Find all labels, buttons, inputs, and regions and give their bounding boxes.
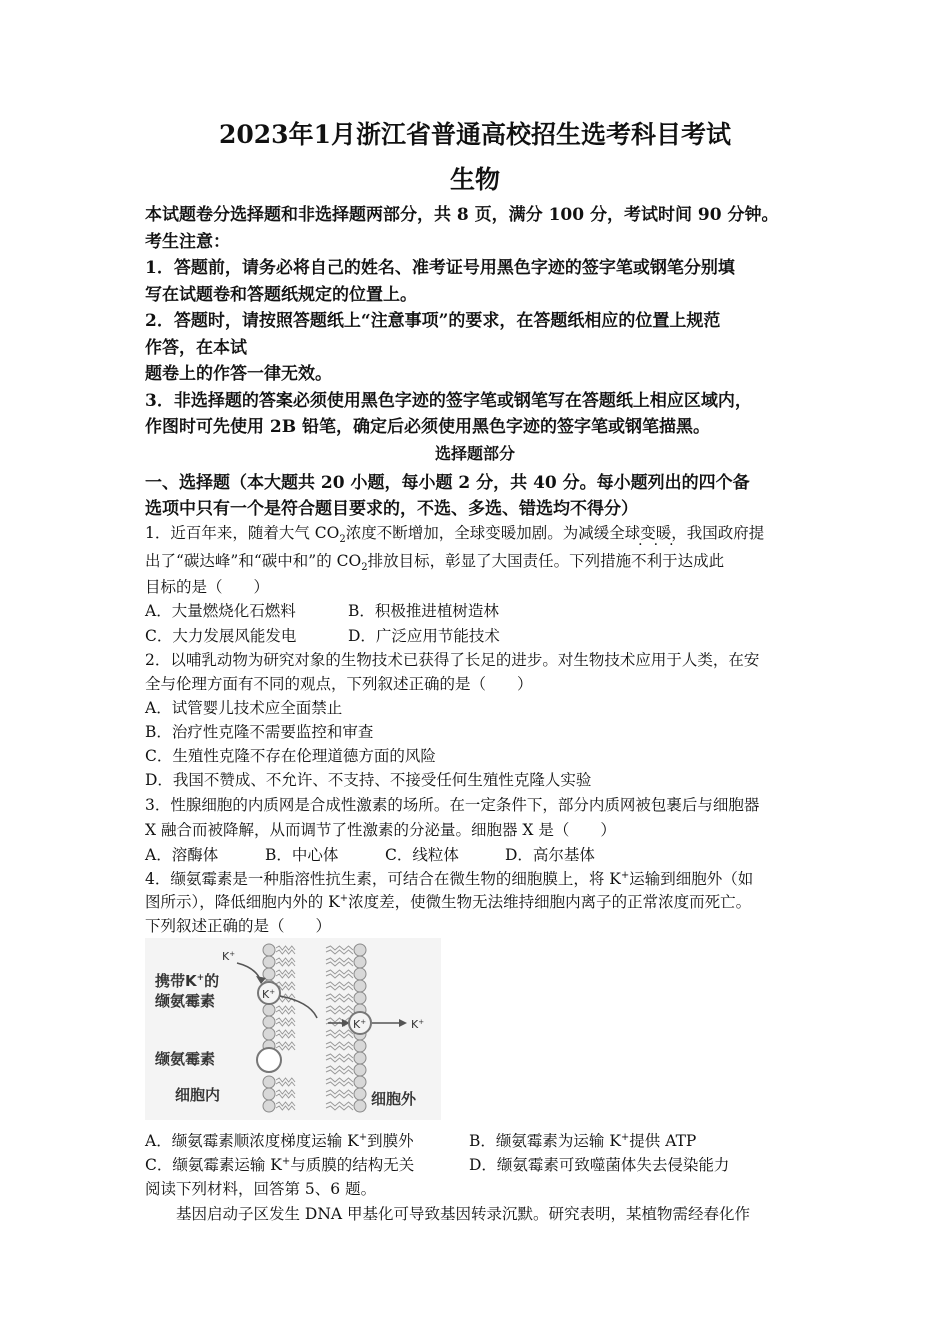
q4-stem-line2: 图所示），降低细胞内外的 K+浓度差，使微生物无法维持细胞内离子的正常浓度而死亡。 bbox=[145, 892, 752, 911]
phospholipid-head bbox=[354, 1064, 366, 1076]
q2-option-a: A．试管婴儿技术应全面禁止 bbox=[145, 699, 343, 717]
notice-intro: 本试题卷分选择题和非选择题两部分，共 8 页，满分 100 分，考试时间 90 分钟。 bbox=[145, 205, 779, 225]
k-label-carrier: K+ bbox=[262, 988, 276, 1001]
phospholipid-head bbox=[354, 1076, 366, 1088]
q1-option-d: D．广泛应用节能技术 bbox=[348, 627, 500, 645]
label-valinomycin: 缬氨霉素 bbox=[155, 1050, 216, 1068]
q1-option-c: C．大力发展风能发电 bbox=[145, 627, 297, 645]
q3-option-b: B．中心体 bbox=[265, 846, 339, 864]
notice-item2-line2: 作答，在本试 bbox=[145, 338, 247, 358]
membrane-diagram bbox=[145, 938, 441, 1120]
phospholipid-head bbox=[354, 1088, 366, 1100]
q4-option-a: A．缬氨霉素顺浓度梯度运输 K+到膜外 bbox=[145, 1131, 414, 1150]
phospholipid-head bbox=[354, 1100, 366, 1112]
q3-option-c: C．线粒体 bbox=[385, 846, 459, 864]
q2-option-c: C．生殖性克隆不存在伦理道德方面的风险 bbox=[145, 747, 436, 765]
k-label-outer: K+ bbox=[353, 1018, 367, 1031]
q2-stem-line2: 全与伦理方面有不同的观点，下列叙述正确的是（ ） bbox=[145, 675, 533, 693]
q3-option-a: A．溶酶体 bbox=[145, 846, 219, 864]
q3-option-d: D．高尔基体 bbox=[505, 846, 595, 864]
subject-title: 生物 bbox=[449, 165, 500, 194]
q1-stem-line1: 1．近百年来，随着大气 $CO_2$浓度不断增加，全球变暖加剧。为减缓全球变暖，我国政府提 bbox=[145, 524, 765, 546]
emphasis-char: 于 bbox=[662, 552, 678, 570]
exam-title: 2023年1月浙江省普通高校招生选考科目考试 bbox=[219, 120, 731, 149]
q3-stem-line2: X 融合而被降解，从而调节了性激素的分泌量。细胞器 X 是（ ） bbox=[145, 821, 616, 839]
phospholipid-head bbox=[263, 944, 275, 956]
q4-option-c: C．缬氨霉素运输 K+与质膜的结构无关 bbox=[145, 1155, 415, 1174]
phospholipid-head bbox=[354, 944, 366, 956]
q4-option-b: B．缬氨霉素为运输 K+提供 ATP bbox=[469, 1131, 697, 1150]
phospholipid-head bbox=[354, 992, 366, 1004]
phospholipid-head bbox=[263, 1100, 275, 1112]
phospholipid-head bbox=[354, 1040, 366, 1052]
phospholipid-head bbox=[354, 956, 366, 968]
q4-option-d: D．缬氨霉素可致噬菌体失去侵染能力 bbox=[469, 1156, 730, 1174]
q4-stem-line3: 下列叙述正确的是（ ） bbox=[145, 917, 332, 935]
phospholipid-head bbox=[263, 1004, 275, 1016]
q2-stem-line1: 2．以哺乳动物为研究对象的生物技术已获得了长足的进步。对生物技术应用于人类，在安 bbox=[145, 651, 760, 669]
section-title: 选择题部分 bbox=[434, 444, 515, 463]
phospholipid-head bbox=[263, 1076, 275, 1088]
phospholipid-head bbox=[263, 956, 275, 968]
notice-item2-line3: 题卷上的作答一律无效。 bbox=[145, 364, 332, 384]
phospholipid-head bbox=[354, 980, 366, 992]
notice-item1-line1: 1．答题前，请务必将自己的姓名、准考证号用黑色字迹的签字笔或钢笔分别填 bbox=[145, 258, 735, 278]
label-cell-inside: 细胞内 bbox=[175, 1086, 221, 1104]
q1-stem-line3: 目标的是（ ） bbox=[145, 578, 270, 596]
label-carrying-line1: 携带K+的 bbox=[155, 972, 220, 990]
valinomycin-ring bbox=[257, 1048, 281, 1072]
label-cell-outside: 细胞外 bbox=[371, 1090, 417, 1108]
notice-item3-line2: 作图时可先使用 2B 铅笔，确定后必须使用黑色字迹的签字笔或钢笔描黑。 bbox=[145, 417, 711, 437]
section-instructions-line2: 选项中只有一个是符合题目要求的，不选、多选、错选均不得分） bbox=[145, 499, 638, 519]
k-ion-top: K+ bbox=[222, 950, 236, 963]
section-instructions-line1: 一、选择题（本大题共 20 小题，每小题 2 分，共 40 分。每小题列出的四个备 bbox=[145, 473, 750, 493]
emphasis-char: 利 bbox=[646, 552, 663, 570]
q3-stem-line1: 3．性腺细胞的内质网是合成性激素的场所。在一定条件下，部分内质网被包裹后与细胞器 bbox=[145, 796, 760, 814]
q1-option-a: A．大量燃烧化石燃料 bbox=[145, 602, 296, 620]
notice-heading: 考生注意： bbox=[145, 232, 230, 252]
label-carrying-line2: 缬氨霉素 bbox=[155, 992, 216, 1010]
emphasis-char: 不 bbox=[631, 552, 647, 570]
notice-item2-line1: 2．答题时，请按照答题纸上“注意事项”的要求，在答题纸相应的位置上规范 bbox=[145, 311, 721, 331]
phospholipid-head bbox=[263, 1016, 275, 1028]
phospholipid-head bbox=[354, 968, 366, 980]
q2-option-d: D．我国不赞成、不允许、不支持、不接受任何生殖性克隆人实验 bbox=[145, 771, 592, 789]
phospholipid-head bbox=[263, 1088, 275, 1100]
reading-material-line1: 基因启动子区发生 DNA 甲基化可导致基因转录沉默。研究表明，某植物需经春化作 bbox=[176, 1205, 751, 1223]
q1-option-b: B．积极推进植树造林 bbox=[348, 602, 499, 620]
q4-stem-line1: 4．缬氨霉素是一种脂溶性抗生素，可结合在微生物的细胞膜上，将 K+运输到细胞外（如 bbox=[145, 869, 754, 888]
phospholipid-head bbox=[354, 1052, 366, 1064]
reading-intro: 阅读下列材料，回答第 5、6 题。 bbox=[145, 1180, 377, 1198]
q2-option-b: B．治疗性克隆不需要监控和审查 bbox=[145, 723, 374, 741]
notice-item3-line1: 3．非选择题的答案必须使用黑色字迹的签字笔或钢笔写在答题纸上相应区域内， bbox=[145, 391, 752, 411]
phospholipid-head bbox=[263, 1028, 275, 1040]
notice-item1-line2: 写在试题卷和答题纸规定的位置上。 bbox=[145, 285, 417, 305]
k-ion-released: K+ bbox=[411, 1018, 425, 1031]
q1-stem-line2: 出了“碳达峰”和“碳中和”的 $CO_2$排放目标，彰显了大国责任。下列措施不利于达成此 bbox=[145, 549, 724, 573]
